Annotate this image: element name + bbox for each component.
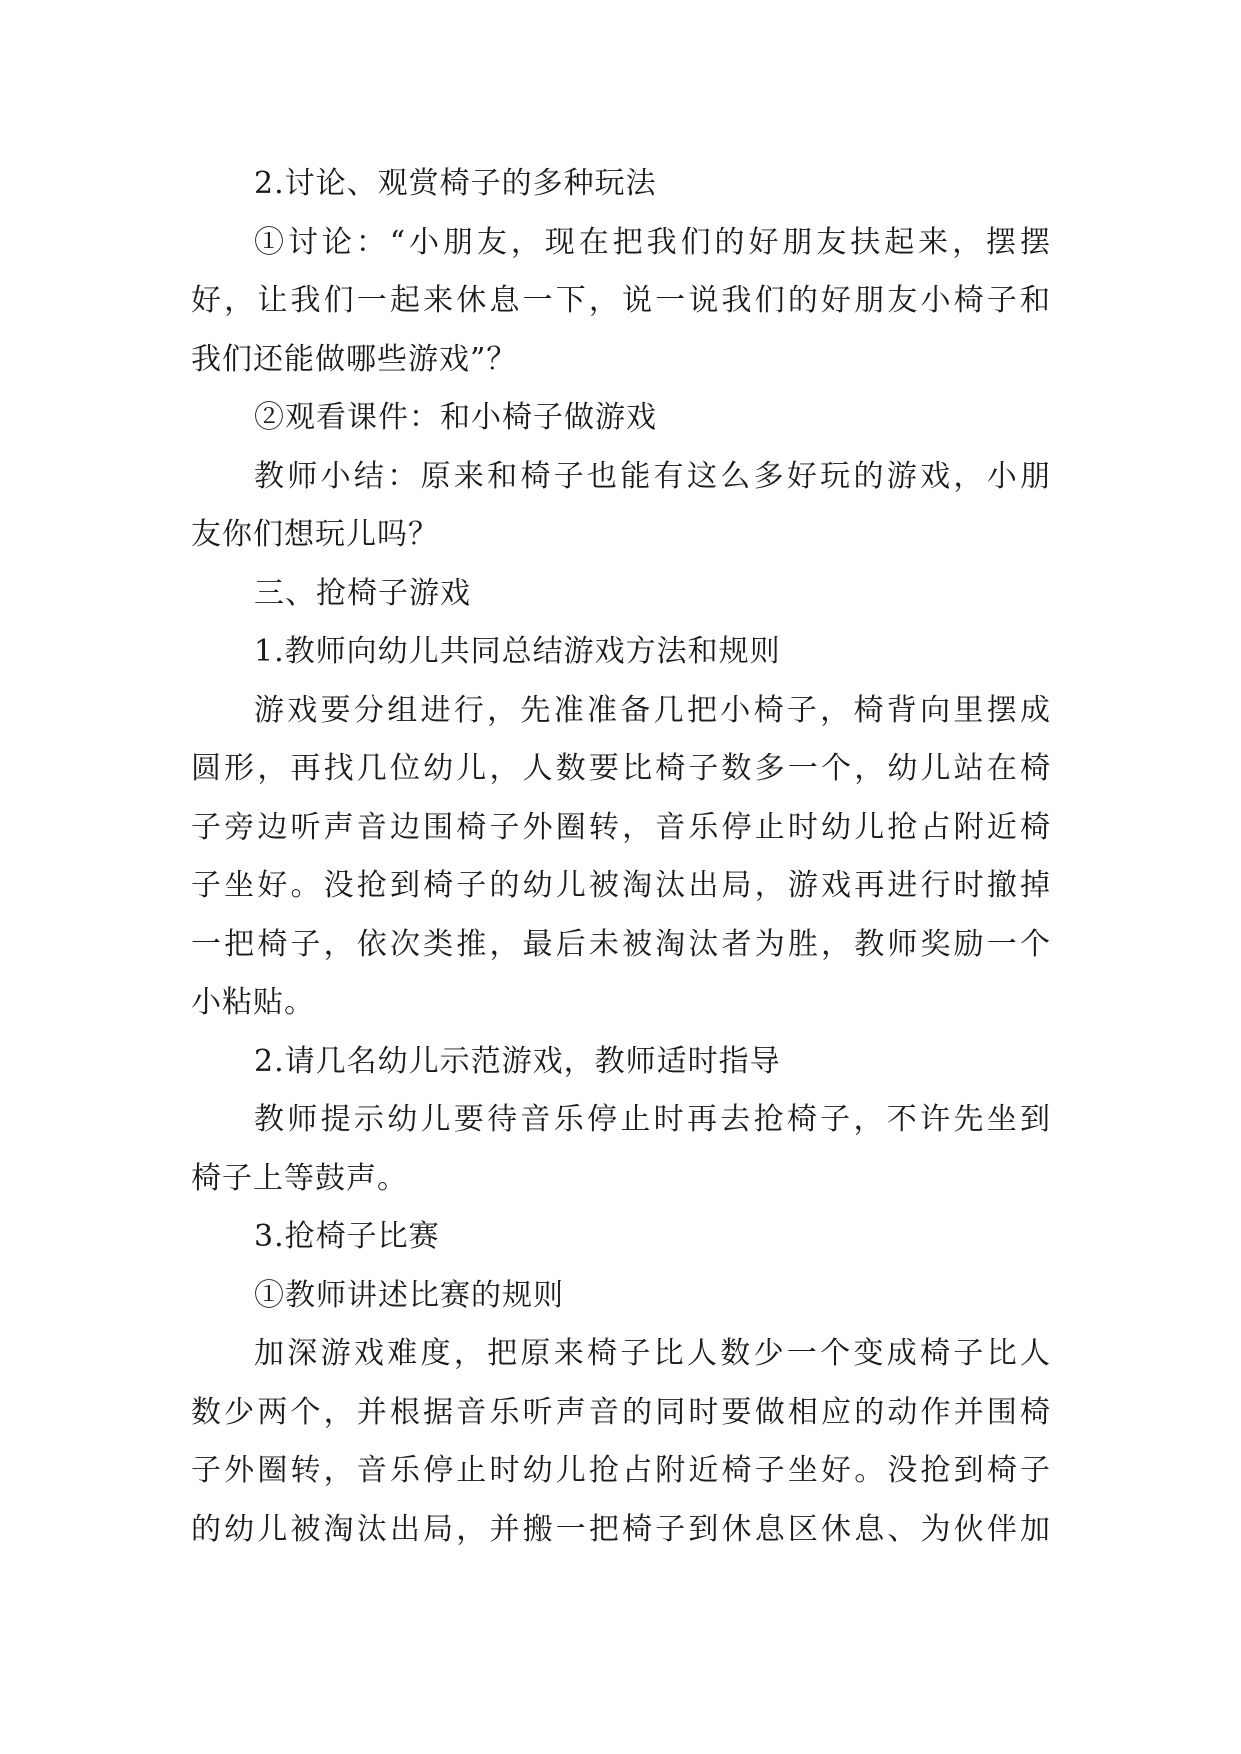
text-line: 教师提示幼儿要待音乐停止时再去抢椅子，不许先坐到 <box>254 1102 1051 1137</box>
text-line: 的幼儿被淘汰出局，并搬一把椅子到休息区休息、为伙伴加 <box>191 1511 1051 1547</box>
document-body <box>191 155 1051 1559</box>
text-line: 椅子上等鼓声。 <box>191 1160 408 1196</box>
text-line: 三、抢椅子游戏 <box>254 575 471 611</box>
text-line: 好，让我们一起来休息一下，说一说我们的好朋友小椅子和 <box>191 283 1051 318</box>
text-line: 教师小结：原来和椅子也能有这么多好玩的游戏，小朋 <box>254 458 1051 494</box>
text-line: 子外圈转，音乐停止时幼儿抢占附近椅子坐好。没抢到椅子 <box>191 1453 1051 1488</box>
text-line: 加深游戏难度，把原来椅子比人数少一个变成椅子比人 <box>254 1336 1051 1371</box>
text-line: 子旁边听声音边围椅子外圈转，音乐停止时幼儿抢占附近椅 <box>191 809 1051 845</box>
text-line: 圆形，再找几位幼儿，人数要比椅子数多一个，幼儿站在椅 <box>191 751 1051 786</box>
text-line: ①教师讲述比赛的规则 <box>254 1277 564 1313</box>
text-line: 2.请几名幼儿示范游戏，教师适时指导 <box>254 1043 781 1079</box>
text-line: 我们还能做哪些游戏”？ <box>191 341 518 377</box>
text-line: ②观看课件：和小椅子做游戏 <box>254 400 657 435</box>
text-line: 2.讨论、观赏椅子的多种玩法 <box>254 166 657 201</box>
text-line: ①讨论：“小朋友，现在把我们的好朋友扶起来，摆摆 <box>254 224 1051 260</box>
text-line: 数少两个，并根据音乐听声音的同时要做相应的动作并围椅 <box>191 1394 1051 1430</box>
text-line: 游戏要分组进行，先准准备几把小椅子，椅背向里摆成 <box>254 692 1051 728</box>
text-line: 子坐好。没抢到椅子的幼儿被淘汰出局，游戏再进行时撤掉 <box>191 868 1051 903</box>
text-line: 3.抢椅子比赛 <box>254 1219 440 1254</box>
text-line: 友你们想玩儿吗？ <box>191 517 439 552</box>
text-line: 小粘贴。 <box>191 985 315 1020</box>
text-line: 1.教师向幼儿共同总结游戏方法和规则 <box>254 634 781 669</box>
text-line: 一把椅子，依次类推，最后未被淘汰者为胜，教师奖励一个 <box>191 926 1051 962</box>
